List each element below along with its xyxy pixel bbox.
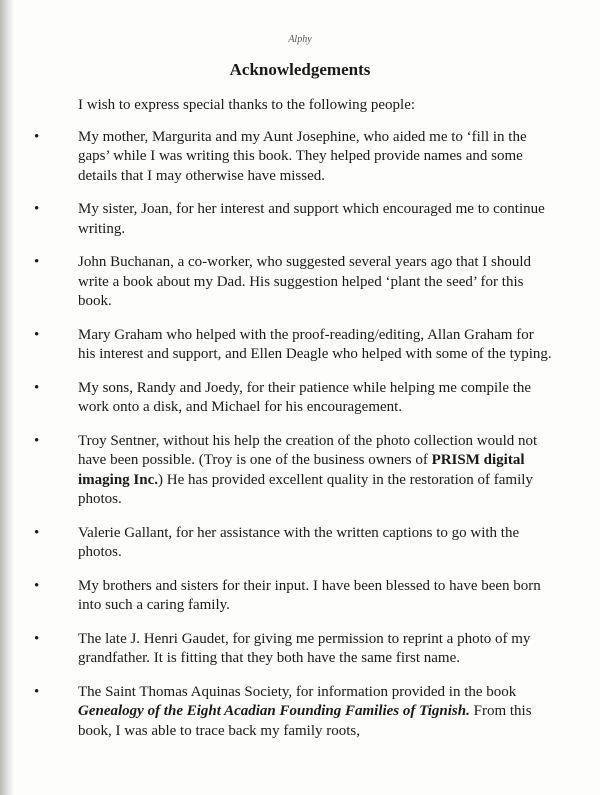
bullet: • xyxy=(34,630,40,647)
list-item-text-part: Troy Sentner, without his help the creation of the photo collection would not have been possible. (Troy is one of the business owners of xyxy=(78,432,538,468)
list-item-text xyxy=(78,433,537,508)
list-item xyxy=(34,128,554,187)
list-item-text: Valerie Gallant, for her assistance with the written captions to go with the photos. xyxy=(78,524,520,560)
list-item-text: My brothers and sisters for their input. I have been blessed to have been born into such a caring family. xyxy=(78,577,541,613)
list-item-text-part: The Saint Thomas Aquinas Society, for information provided in the book xyxy=(78,683,517,700)
bullet: • xyxy=(34,326,40,343)
bullet: • xyxy=(34,128,40,145)
list-item xyxy=(34,326,554,365)
list-item xyxy=(34,253,554,312)
list-item-text: My sons, Randy and Joedy, for their patience while helping me compile the work onto a disk, and Michael for his encouragement. xyxy=(78,379,532,415)
page-binding-edge xyxy=(0,0,14,795)
list-item-text: My sister, Joan, for her interest and support which encouraged me to continue writing. xyxy=(78,201,545,237)
bullet: • xyxy=(34,577,40,594)
bullet: • xyxy=(34,201,40,217)
list-item xyxy=(34,432,554,510)
page-header-mark: Alphy xyxy=(288,34,312,45)
book-title: Genealogy of the Eight Acadian Founding Families of Tignish. xyxy=(78,703,470,719)
list-item xyxy=(34,630,554,669)
list-item xyxy=(34,683,554,742)
bullet: • xyxy=(34,683,40,700)
list-item-text: My mother, Margurita and my Aunt Josephine, who aided me to ‘fill in the gaps’ while I was writing this book. They helped provide names and some details that I may otherwise have missed. xyxy=(78,128,527,184)
list-item-text xyxy=(78,684,532,739)
bullet: • xyxy=(34,254,40,270)
list-item xyxy=(34,524,554,563)
bullet: • xyxy=(34,379,40,396)
list-item-text: Mary Graham who helped with the proof-reading/editing, Allan Graham for his interest and support, and Ellen Deagle who helped with some of the typing. xyxy=(78,326,552,362)
list-item xyxy=(34,379,554,418)
page-title: Acknowledgements xyxy=(229,60,371,79)
company-name: PRISM digital imaging Inc. xyxy=(78,452,525,488)
list-item-text: The late J. Henri Gaudet, for giving me permission to reprint a photo of my grandfather. It is fitting that they both have the same first name. xyxy=(78,630,531,666)
list-item-text-part: ) He has provided excellent quality in the restoration of family photos. xyxy=(78,471,533,507)
list-item xyxy=(34,577,554,616)
acknowledgements-body xyxy=(34,96,554,755)
bullet: • xyxy=(34,524,40,541)
list-item-text: John Buchanan, a co-worker, who suggested several years ago that I should write a book about my Dad. His suggestion helped ‘plant the seed’ for this book. xyxy=(78,254,532,309)
bullet: • xyxy=(34,432,40,449)
list-item-text-part: From this book, I was able to trace back my family roots, xyxy=(78,703,532,739)
intro-paragraph: I wish to express special thanks to the following people: xyxy=(78,97,416,113)
list-item xyxy=(34,200,554,239)
